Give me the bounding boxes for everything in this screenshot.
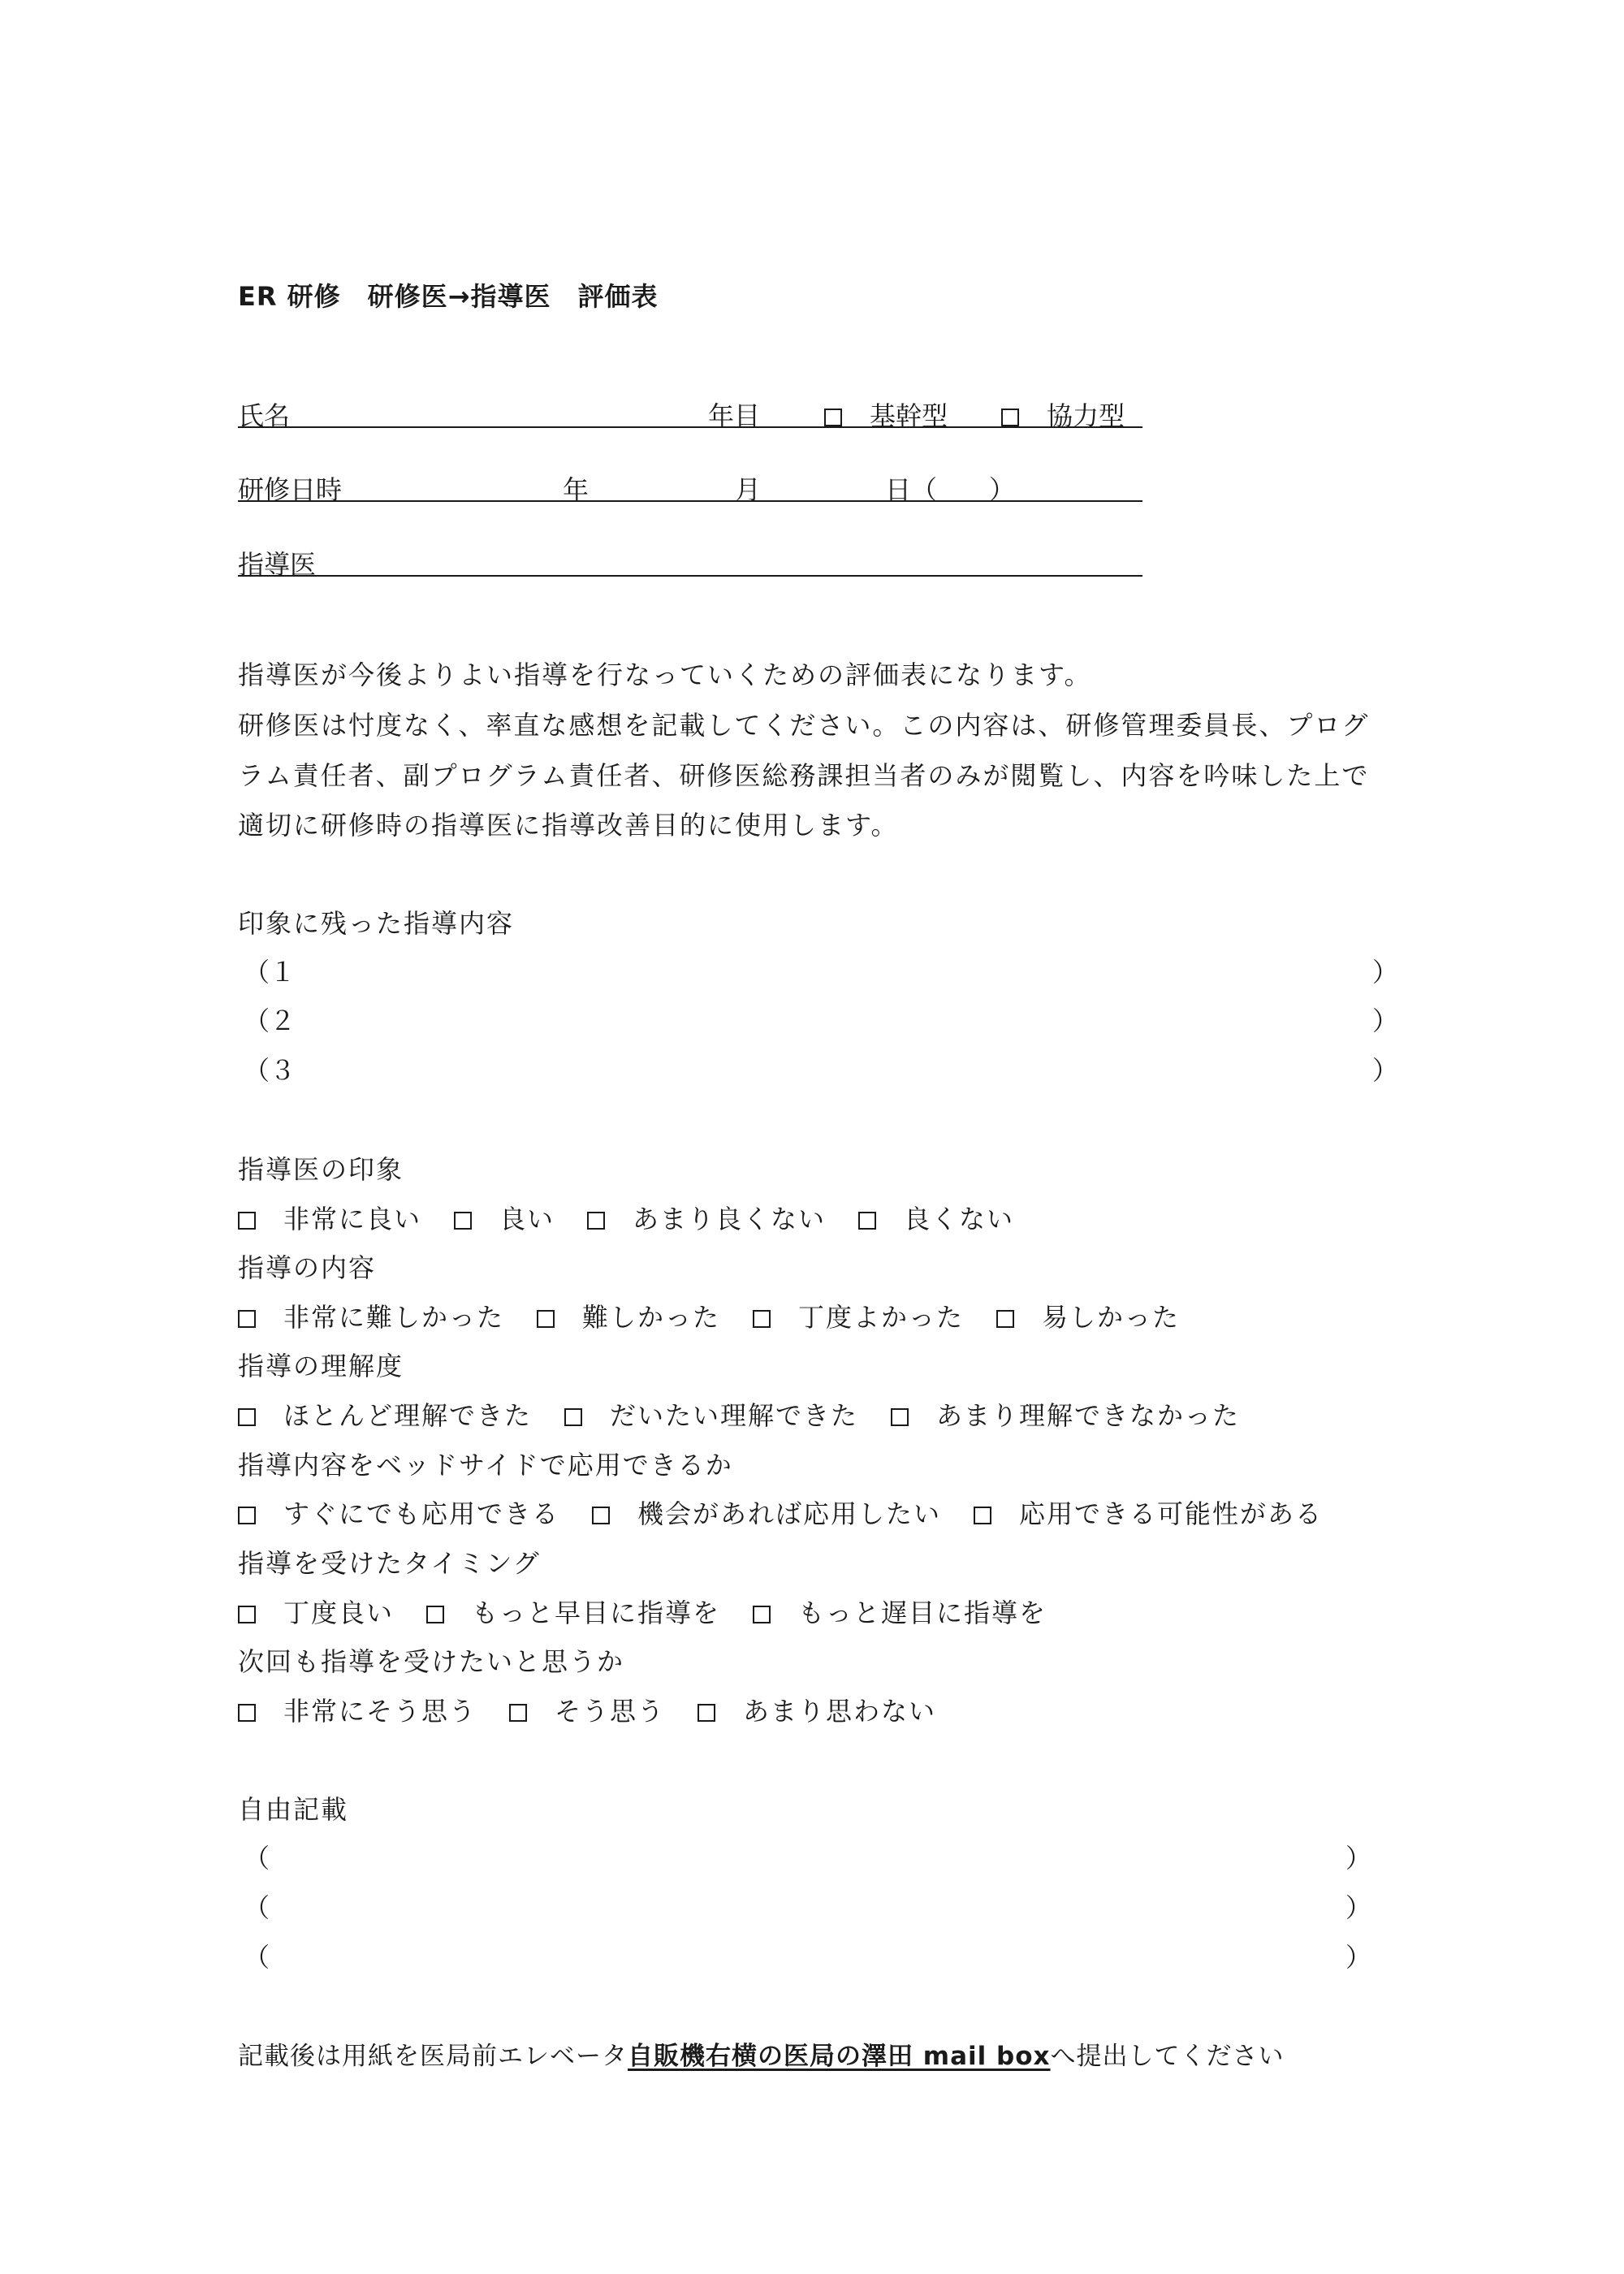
kyoryoku-label: 協力型 [1047, 400, 1125, 431]
date-year-label: 年 [563, 474, 590, 505]
q1-option-3-label: あまり良くない [633, 1204, 827, 1234]
q1-checkbox-2[interactable] [454, 1212, 472, 1230]
intro-line-2: 研修医は忖度なく、率直な感想を記載してください。この内容は、研修管理委員長、プログ [238, 710, 1370, 741]
q6-checkbox-2[interactable] [509, 1704, 527, 1722]
q1-option-4[interactable] [858, 1199, 1014, 1236]
q1-checkbox-4[interactable] [858, 1212, 876, 1230]
intro-line-4: 適切に研修時の指導医に指導改善目的に使用します。 [238, 810, 899, 841]
intro-line-1: 指導医が今後よりよい指導を行なっていくための評価表になります。 [238, 659, 1092, 690]
q6-option-1-label: 非常にそう思う [283, 1696, 477, 1727]
q2-checkbox-1[interactable] [238, 1310, 256, 1328]
kyoryoku-checkbox[interactable] [1001, 409, 1019, 426]
q2-options [238, 1297, 1212, 1334]
q4-option-2-label: 機会があれば応用したい [637, 1498, 942, 1529]
kikan-checkbox[interactable] [824, 409, 842, 426]
q4-option-2[interactable] [592, 1494, 941, 1531]
q1-option-1[interactable] [238, 1199, 421, 1236]
free-row-1[interactable]: （ [244, 1843, 270, 1874]
free-row-3-close: ） [1345, 1942, 1372, 1973]
q5-checkbox-1[interactable] [238, 1606, 256, 1623]
q3-option-3-label: あまり理解できなかった [936, 1400, 1241, 1431]
q1-checkbox-1[interactable] [238, 1212, 256, 1230]
q3-label: 指導の理解度 [238, 1351, 404, 1381]
q3-checkbox-2[interactable] [564, 1408, 582, 1426]
date-field-line[interactable] [238, 500, 1142, 502]
q2-option-3-label: 丁度よかった [798, 1302, 965, 1333]
q2-option-2[interactable] [537, 1297, 720, 1334]
q4-checkbox-3[interactable] [974, 1507, 991, 1524]
name-field-line[interactable] [238, 426, 1142, 428]
q2-checkbox-3[interactable] [753, 1310, 771, 1328]
q4-options [238, 1494, 1355, 1531]
q1-checkbox-3[interactable] [587, 1212, 605, 1230]
q6-option-3[interactable] [698, 1691, 936, 1728]
q6-option-2[interactable] [509, 1691, 665, 1728]
q4-label: 指導内容をベッドサイドで応用できるか [238, 1450, 733, 1481]
q3-checkbox-3[interactable] [891, 1408, 909, 1426]
q1-option-2-label: 良い [499, 1204, 555, 1234]
date-label: 研修日時 [238, 474, 343, 505]
q6-checkbox-3[interactable] [698, 1704, 715, 1722]
q3-checkbox-1[interactable] [238, 1408, 256, 1426]
q1-option-2[interactable] [454, 1199, 555, 1236]
q1-option-1-label: 非常に良い [283, 1204, 422, 1234]
q3-options [238, 1395, 1272, 1433]
q6-checkbox-1[interactable] [238, 1704, 256, 1722]
q3-option-3[interactable] [891, 1395, 1240, 1433]
q2-checkbox-2[interactable] [537, 1310, 555, 1328]
memorable-item-2-close: ） [1372, 1005, 1399, 1036]
name-label: 氏名 [238, 400, 291, 431]
q3-option-2[interactable] [564, 1395, 858, 1433]
q4-option-3[interactable] [974, 1494, 1323, 1531]
q1-options [238, 1199, 1047, 1236]
kikan-label: 基幹型 [870, 400, 948, 431]
q2-option-4[interactable] [996, 1297, 1180, 1334]
q4-checkbox-1[interactable] [238, 1507, 256, 1524]
form-title: ER 研修 研修医→指導医 評価表 [238, 281, 659, 312]
submission-instruction [238, 2035, 1285, 2072]
q6-options [238, 1691, 969, 1728]
q6-option-2-label: そう思う [555, 1696, 666, 1727]
q1-label: 指導医の印象 [238, 1154, 404, 1185]
intro-line-3: ラム責任者、副プログラム責任者、研修医総務課担当者のみが閲覧し、内容を吟味した上で [238, 760, 1370, 791]
q5-option-3[interactable] [753, 1593, 1047, 1630]
q5-option-1-label: 丁度良い [283, 1597, 395, 1628]
q5-option-2[interactable] [426, 1593, 720, 1630]
q2-option-3[interactable] [753, 1297, 964, 1334]
memorable-item-3[interactable]: （３ [244, 1055, 296, 1086]
q2-option-1[interactable] [238, 1297, 504, 1334]
supervisor-label: 指導医 [238, 549, 317, 580]
date-day-label: 日（ ） [885, 474, 1016, 505]
q3-option-2-label: だいたい理解できた [610, 1400, 859, 1431]
q2-label: 指導の内容 [238, 1252, 377, 1283]
instruction-prefix: 記載後は用紙を医局前エレベータ [238, 2042, 628, 2071]
free-label: 自由記載 [238, 1794, 349, 1825]
memorable-item-1-close: ） [1372, 957, 1399, 988]
q3-option-1-label: ほとんど理解できた [283, 1400, 533, 1431]
q2-checkbox-4[interactable] [996, 1310, 1014, 1328]
q2-option-2-label: 難しかった [582, 1302, 721, 1333]
q5-options [238, 1593, 1079, 1630]
free-row-2[interactable]: （ [244, 1892, 270, 1923]
q3-option-1[interactable] [238, 1395, 532, 1433]
instruction-suffix: へ提出してください [1050, 2042, 1285, 2071]
q6-option-1[interactable] [238, 1691, 477, 1728]
q4-checkbox-2[interactable] [592, 1507, 610, 1524]
q5-option-1[interactable] [238, 1593, 394, 1630]
memorable-item-1[interactable]: （１ [244, 957, 296, 988]
free-row-2-close: ） [1345, 1892, 1372, 1923]
memorable-item-3-close: ） [1372, 1055, 1399, 1086]
q5-option-2-label: もっと早目に指導を [472, 1597, 721, 1628]
instruction-location: 自販機右横の医局の澤田 mail box [628, 2042, 1051, 2071]
q5-option-3-label: もっと遅目に指導を [798, 1597, 1047, 1628]
free-row-3[interactable]: （ [244, 1942, 270, 1973]
date-month-label: 月 [735, 474, 762, 505]
q4-option-1[interactable] [238, 1494, 559, 1531]
supervisor-field-line[interactable] [238, 575, 1142, 577]
memorable-item-2[interactable]: （２ [244, 1005, 296, 1036]
free-row-1-close: ） [1345, 1843, 1372, 1874]
q6-option-3-label: あまり思わない [743, 1696, 937, 1727]
q4-option-1-label: すぐにでも応用できる [283, 1498, 560, 1529]
q5-label: 指導を受けたタイミング [238, 1548, 541, 1579]
q5-checkbox-3[interactable] [753, 1606, 771, 1623]
q2-option-1-label: 非常に難しかった [283, 1302, 505, 1333]
q6-label: 次回も指導を受けたいと思うか [238, 1646, 625, 1677]
q1-option-3[interactable] [587, 1199, 826, 1236]
q1-option-4-label: 良くない [904, 1204, 1015, 1234]
q5-checkbox-2[interactable] [426, 1606, 444, 1623]
q2-option-4-label: 易しかった [1042, 1302, 1181, 1333]
memorable-label: 印象に残った指導内容 [238, 908, 515, 939]
q4-option-3-label: 応用できる可能性がある [1019, 1498, 1324, 1529]
year-label: 年目 [708, 400, 761, 431]
